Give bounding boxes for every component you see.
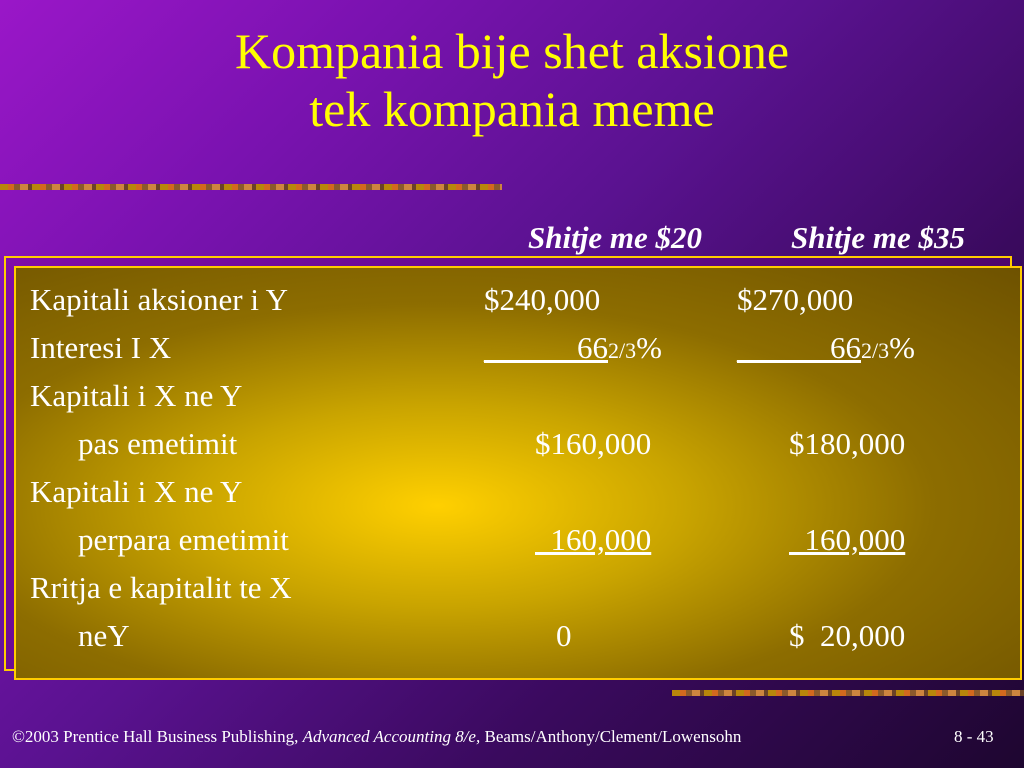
footer-credit — [12, 726, 741, 748]
column-header-sale-20: Shitje me $20 — [528, 220, 702, 255]
percent-sign: % — [889, 330, 915, 365]
row-label: Kapitali i X ne Y — [30, 474, 243, 509]
row-capital-x-in-y — [16, 372, 1020, 420]
footer-authors: Beams/Anthony/Clement/Lowensohn — [480, 727, 742, 746]
row-label: perpara emetimit — [78, 522, 289, 557]
value-col2: $180,000 — [789, 426, 906, 461]
row-after-issue — [16, 420, 1020, 468]
value-col1: 160,000 — [535, 522, 652, 557]
row-capital-y — [16, 276, 1020, 324]
row-label: pas emetimit — [78, 426, 238, 461]
column-header-sale-35: Shitje me $35 — [791, 220, 965, 255]
row-interest-x — [16, 324, 1020, 372]
value-col2: 160,000 — [789, 522, 906, 557]
value-col1 — [484, 324, 662, 375]
percent-sign: % — [636, 330, 662, 365]
percent-fraction: 2/3 — [608, 338, 637, 363]
footer-book-title: Advanced Accounting 8/e, — [302, 727, 481, 746]
row-before-issue — [16, 516, 1020, 564]
value-col2: $ 20,000 — [789, 618, 906, 653]
value-col1: $240,000 — [484, 282, 601, 317]
content-panel — [14, 266, 1022, 680]
row-label: Interesi I X — [30, 330, 172, 365]
percent-number: ______66 — [737, 330, 861, 365]
percent-fraction: 2/3 — [861, 338, 890, 363]
title-line-1: Kompania bije shet aksione — [234, 23, 790, 79]
row-label: Kapitali i X ne Y — [30, 378, 243, 413]
row-capital-x-in-y-2 — [16, 468, 1020, 516]
footer-copyright: ©2003 Prentice Hall Business Publishing, — [12, 727, 303, 746]
decorative-band-bottom — [672, 690, 1024, 696]
row-capital-increase — [16, 564, 1020, 612]
row-label: Rritja e kapitalit te X — [30, 570, 292, 605]
value-col2: $270,000 — [737, 282, 854, 317]
page-number: 8 - 43 — [954, 727, 994, 746]
decorative-band-top — [0, 184, 502, 190]
row-label: neY — [78, 618, 130, 653]
value-col1: $160,000 — [535, 426, 652, 461]
row-in-y — [16, 612, 1020, 660]
slide-title — [0, 22, 1024, 138]
title-line-2: tek kompania meme — [309, 81, 715, 137]
value-col2 — [737, 324, 915, 375]
value-col1: 0 — [556, 618, 572, 653]
percent-number: ______66 — [484, 330, 608, 365]
row-label: Kapitali aksioner i Y — [30, 282, 288, 317]
